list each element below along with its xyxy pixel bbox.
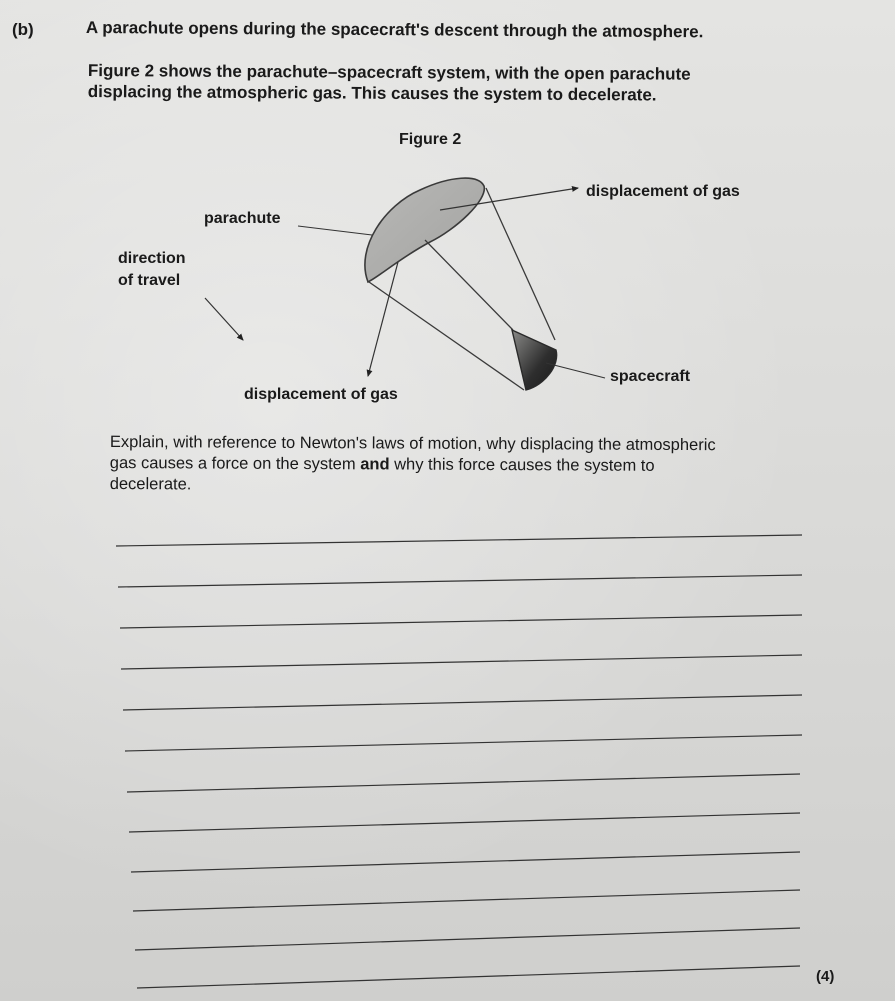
- label-spacecraft: spacecraft: [610, 368, 691, 385]
- prompt-line-1: Explain, with reference to Newton's laws of motion, why displacing the atmospheric: [109, 433, 716, 455]
- answer-line[interactable]: [129, 813, 800, 832]
- figure-title: Figure 2: [399, 131, 462, 148]
- prompt-line-2-after: why this force causes the system to: [389, 455, 655, 475]
- answer-line[interactable]: [137, 966, 800, 988]
- figure-description-line-2: displacing the atmospheric gas. This causes the system to decelerate.: [87, 81, 657, 105]
- answer-line[interactable]: [123, 695, 802, 710]
- figure-description-line-1: Figure 2 shows the parachute–spacecraft system, with the open parachute: [87, 60, 691, 84]
- label-displacement-top: displacement of gas: [586, 183, 740, 200]
- prompt-line-2-before: gas causes a force on the system: [109, 453, 361, 474]
- label-parachute: parachute: [204, 210, 281, 227]
- answer-line[interactable]: [116, 535, 802, 546]
- prompt-line-3: decelerate.: [109, 474, 192, 494]
- answer-line[interactable]: [120, 615, 802, 628]
- answer-line[interactable]: [135, 928, 800, 950]
- answer-line[interactable]: [121, 655, 802, 669]
- answer-line[interactable]: [133, 890, 800, 911]
- answer-line[interactable]: [118, 575, 802, 587]
- marks-available: (4): [816, 968, 835, 985]
- prompt-emphasis-and: and: [360, 455, 390, 474]
- answer-line[interactable]: [125, 735, 802, 751]
- question-part-label: (b): [12, 20, 34, 39]
- label-direction-line-1: direction: [118, 250, 186, 267]
- question-intro: A parachute opens during the spacecraft's descent through the atmosphere.: [85, 18, 704, 42]
- answer-line[interactable]: [131, 852, 800, 872]
- answer-line[interactable]: [127, 774, 800, 792]
- label-direction-line-2: of travel: [118, 272, 181, 289]
- label-displacement-bottom: displacement of gas: [244, 386, 398, 403]
